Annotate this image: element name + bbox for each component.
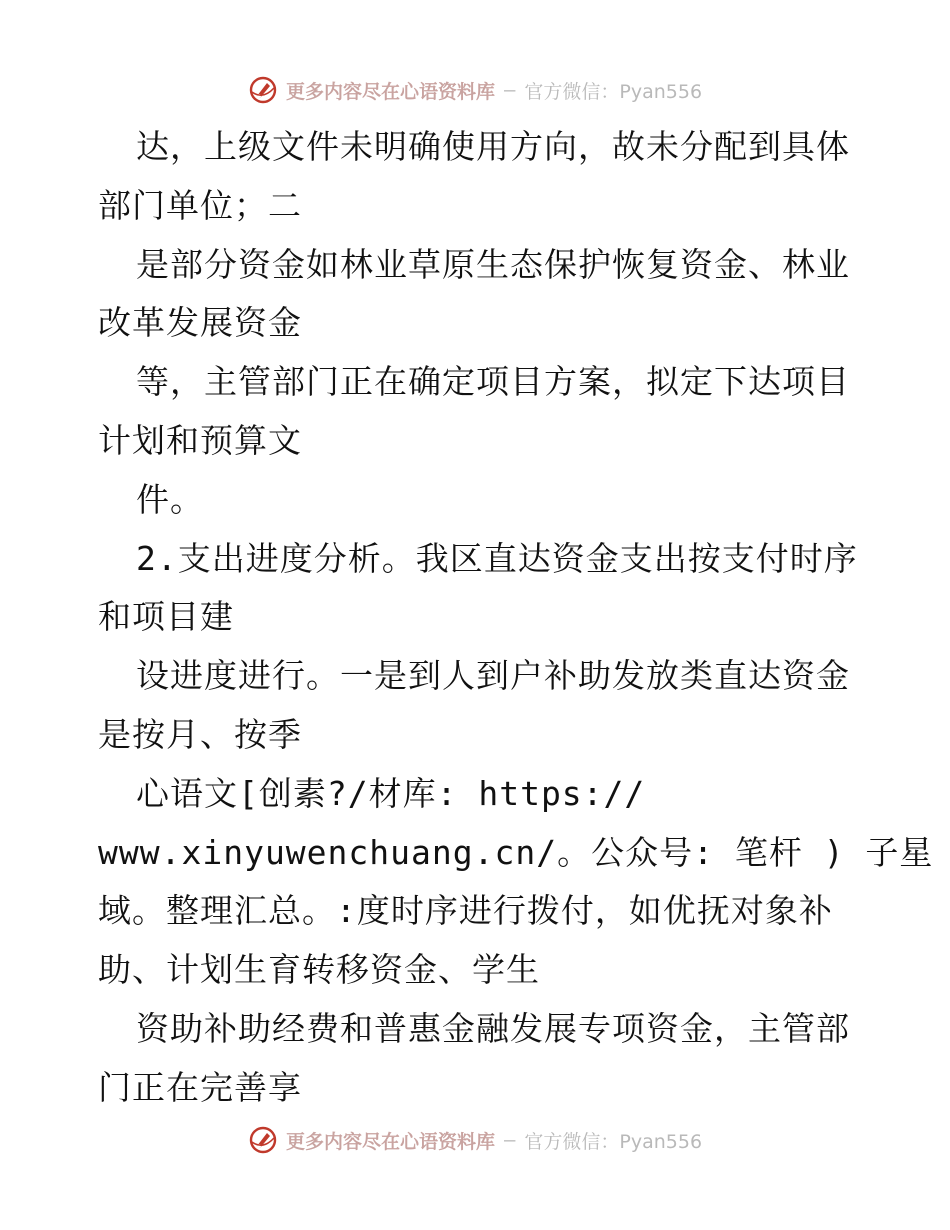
text-line: 件。 xyxy=(136,479,204,519)
text-line: 计划和预算文 xyxy=(98,420,302,460)
text-line: 心语文[创素?/材库: https:// xyxy=(136,773,646,813)
paragraph xyxy=(98,471,878,530)
text-line: 2.支出进度分析。我区直达资金支出按支付时序 xyxy=(136,538,858,578)
footer-banner-wechat: 官方微信：Pyan556 xyxy=(524,1130,703,1153)
pen-nib-logo-icon xyxy=(248,75,278,105)
header-banner-separator: — xyxy=(503,79,516,101)
paragraph xyxy=(98,765,934,1000)
text-line: 改革发展资金 xyxy=(98,303,302,343)
text-line: 部门单位；二 xyxy=(98,185,302,225)
footer-banner xyxy=(0,1122,950,1158)
header-banner xyxy=(0,72,950,108)
footer-banner-separator: — xyxy=(503,1129,516,1151)
paragraph xyxy=(98,236,878,354)
text-line: www.xinyuwenchuang.cn/。公众号: 笔杆 ) 子星 xyxy=(98,832,934,872)
pen-nib-logo-icon xyxy=(248,1125,278,1155)
text-line: 域。整理汇总。:度时序进行拨付，如优抚对象补 xyxy=(98,891,833,931)
text-line: 门正在完善享 xyxy=(98,1067,302,1107)
paragraph xyxy=(98,118,878,236)
paragraph xyxy=(98,353,878,471)
header-banner-content xyxy=(248,75,702,105)
text-line: 和项目建 xyxy=(98,597,234,637)
text-line: 设进度进行。一是到人到户补助发放类直达资金 xyxy=(136,656,850,696)
footer-banner-content xyxy=(248,1125,702,1155)
paragraph xyxy=(98,530,878,648)
header-banner-text: 更多内容尽在心语资料库 xyxy=(285,80,495,103)
header-banner-wechat: 官方微信：Pyan556 xyxy=(524,80,703,103)
text-line: 资助补助经费和普惠金融发展专项资金，主管部 xyxy=(136,1008,850,1048)
footer-banner-text: 更多内容尽在心语资料库 xyxy=(285,1130,495,1153)
text-line: 等，主管部门正在确定项目方案，拟定下达项目 xyxy=(136,362,850,402)
paragraph xyxy=(98,1000,878,1118)
text-line: 是按月、按季 xyxy=(98,714,302,754)
text-line: 是部分资金如林业草原生态保护恢复资金、林业 xyxy=(136,244,850,284)
paragraph xyxy=(98,647,878,765)
text-line: 达，上级文件未明确使用方向，故未分配到具体 xyxy=(136,127,850,166)
text-line: 助、计划生育转移资金、学生 xyxy=(98,950,540,990)
document-body xyxy=(98,118,934,1118)
